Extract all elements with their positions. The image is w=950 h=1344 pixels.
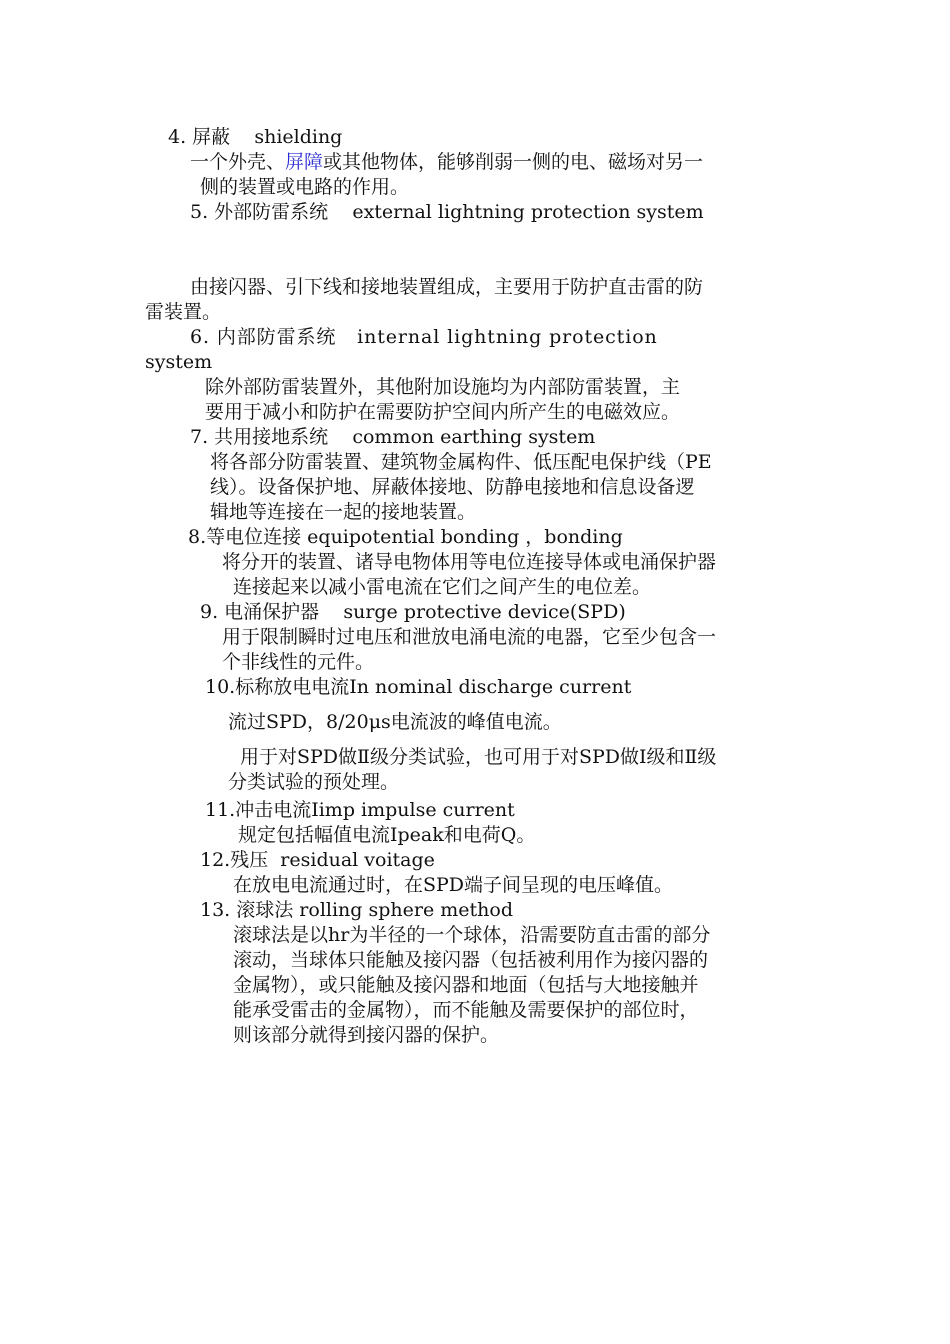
t11-def-1 (238, 823, 535, 848)
t8-def-1 (222, 550, 716, 575)
t13-def-1 (233, 923, 710, 948)
definition-text: 侧的装置或电路的作用。 (200, 176, 410, 198)
t6-heading-2 (145, 350, 212, 375)
definition-text: 规定包括幅值电流Ipeak和电荷Q。 (238, 824, 536, 846)
t7-def-2 (210, 475, 695, 500)
term-heading: 10.标称放电电流In nominal discharge current (205, 676, 632, 698)
t4-def-2 (200, 175, 409, 200)
t12-heading (200, 848, 435, 873)
definition-text: 要用于减小和防护在需要防护空间内所产生的电磁效应。 (205, 401, 681, 423)
t7-def-3 (210, 500, 476, 525)
t12-def-1 (233, 873, 673, 898)
t13-def-5 (233, 1023, 499, 1048)
definition-text: 将各部分防雷装置、建筑物金属构件、低压配电保护线（PE (210, 451, 712, 473)
definition-text: 分类试验的预处理。 (228, 771, 400, 793)
t6-def-2 (205, 400, 680, 425)
t9-heading (200, 600, 626, 625)
definition-text: 线）。设备保护地、屏蔽体接地、防静电接地和信息设备逻 (210, 476, 695, 498)
t9-def-2 (222, 650, 374, 675)
definition-text: 用于限制瞬时过电压和泄放电涌电流的电器，它至少包含一 (222, 626, 717, 648)
t4-heading (168, 125, 342, 150)
definition-text: 滚球法是以hr为半径的一个球体，沿需要防直击雷的部分 (233, 924, 711, 946)
term-heading: 13. 滚球法 rolling sphere method (200, 899, 513, 921)
definition-text: 雷装置。 (145, 301, 222, 323)
definition-text: 则该部分就得到接闪器的保护。 (233, 1024, 500, 1046)
definition-text: 滚动，当球体只能触及接闪器（包括被利用作为接闪器的 (233, 949, 709, 971)
t13-def-4 (233, 998, 699, 1023)
t4-def-1 (190, 150, 703, 175)
definition-text: 除外部防雷装置外，其他附加设施均为内部防雷装置，主 (205, 376, 681, 398)
t8-def-2 (233, 575, 651, 600)
t7-heading (190, 425, 595, 450)
term-heading: 6. 内部防雷系统 internal lightning protection (190, 326, 658, 348)
definition-text: 由接闪器、引下线和接地装置组成，主要用于防护直击雷的防 (190, 276, 704, 298)
definition-text: 金属物），或只能触及接闪器和地面（包括与大地接触并 (233, 974, 699, 996)
definition-text: 辑地等连接在一起的接地装置。 (210, 501, 477, 523)
t10-def-2 (240, 745, 716, 770)
definition-text: 能承受雷击的金属物），而不能触及需要保护的部位时， (233, 999, 699, 1021)
t10-def-1 (228, 710, 562, 735)
definition-text: 在放电电流通过时，在SPD端子间呈现的电压峰值。 (233, 874, 674, 896)
term-heading: 4. 屏蔽 shielding (168, 126, 343, 148)
term-heading: 7. 共用接地系统 common earthing system (190, 426, 596, 448)
term-heading: 8.等电位连接 equipotential bonding ，bonding (188, 526, 623, 548)
t8-heading (188, 525, 623, 550)
t6-heading-1 (190, 325, 658, 350)
t13-def-2 (233, 948, 708, 973)
term-heading: system (145, 351, 213, 373)
t10-def-3 (228, 770, 399, 795)
term-heading: 12.残压 residual voitage (200, 849, 435, 871)
term-heading: 11.冲击电流Iimp impulse current (205, 799, 515, 821)
t9-def-1 (222, 625, 716, 650)
t11-heading (205, 798, 515, 823)
t5-def-1 (190, 275, 703, 300)
t7-def-1 (210, 450, 712, 475)
t13-heading (200, 898, 513, 923)
t5-def-2 (145, 300, 221, 325)
definition-text: 或其他物体，能够削弱一侧的电、磁场对另一 (323, 151, 704, 173)
definition-text: 将分开的装置、诸导电物体用等电位连接导体或电涌保护器 (222, 551, 717, 573)
definition-text: 流过SPD，8/20μs电流波的峰值电流。 (228, 711, 562, 733)
definition-text: 用于对SPD做Ⅱ级分类试验，也可用于对SPD做Ⅰ级和Ⅱ级 (240, 746, 717, 768)
t6-def-1 (205, 375, 680, 400)
t10-heading (205, 675, 631, 700)
definition-text: 一个外壳、 (190, 151, 286, 173)
definition-text: 连接起来以减小雷电流在它们之间产生的电位差。 (233, 576, 652, 598)
term-heading: 9. 电涌保护器 surge protective device(SPD) (200, 601, 626, 623)
t5-heading (190, 200, 704, 225)
shield-link[interactable]: 屏障 (285, 151, 324, 173)
t13-def-3 (233, 973, 699, 998)
definition-text: 个非线性的元件。 (222, 651, 375, 673)
term-heading: 5. 外部防雷系统 external lightning protection system (190, 201, 704, 223)
